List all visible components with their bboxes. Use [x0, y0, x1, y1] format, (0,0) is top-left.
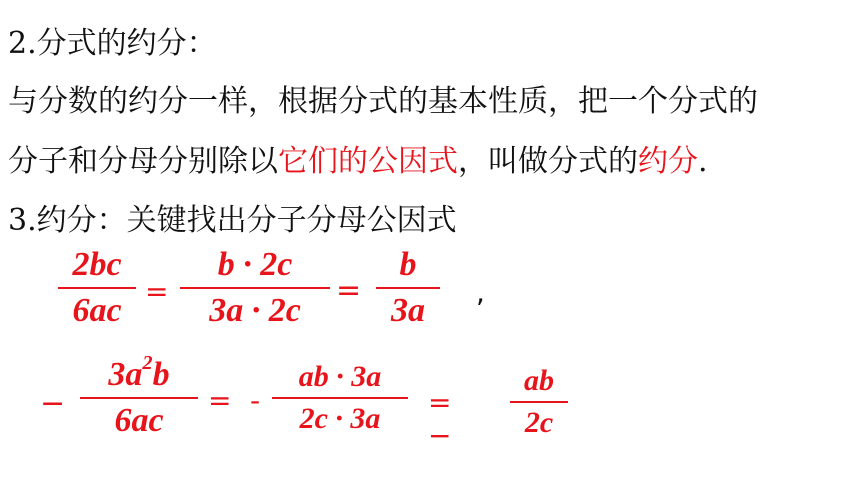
- eq1-fraction-1: [58, 246, 136, 330]
- eq2-f1-num-tail: b: [152, 356, 170, 394]
- eq1-f1-bar: [58, 287, 136, 289]
- eq2-equals-minus: = −: [428, 386, 452, 452]
- eq2-middle-minus: -: [250, 384, 261, 417]
- eq2-f3-bar: [510, 401, 568, 403]
- common-factor-highlight: 它们的公因式: [278, 144, 458, 179]
- eq2-fraction-2: [272, 360, 408, 436]
- key-point-line: [8, 203, 457, 239]
- eq2-f2-numerator: ab · 3a: [298, 360, 382, 393]
- eq2-f1-bar: [80, 397, 198, 399]
- definition-line-2: [8, 144, 708, 180]
- definition-text-2a: 分子和分母分别除以: [8, 144, 278, 179]
- eq1-fraction-2: [180, 246, 330, 330]
- eq1-equals-1: =: [145, 275, 169, 308]
- definition-line-1: [8, 84, 758, 120]
- eq1-f2-bar: [180, 287, 330, 289]
- eq1-f3-bar: [376, 287, 440, 289]
- eq2-f3-numerator: ab: [524, 364, 554, 397]
- eq2-f2-denominator: 2c · 3a: [299, 402, 381, 435]
- eq2-equals-1: =: [208, 384, 232, 417]
- definition-text-2c: ，叫做分式的: [458, 144, 638, 179]
- eq2-fraction-3: [510, 364, 568, 440]
- eq2-f2-bar: [272, 397, 408, 399]
- term-highlight: 约分: [638, 144, 698, 179]
- definition-text-1: 与分数的约分一样，根据分式的基本性质，把一个分式的: [8, 84, 758, 119]
- heading-simplification: [8, 26, 217, 62]
- eq1-f1-numerator: 2bc: [72, 246, 122, 283]
- eq1-f2-numerator: b · 2c: [217, 246, 293, 283]
- key-point-text: 3.约分：关键找出分子分母公因式: [8, 203, 457, 238]
- eq2-f1-num-exponent: 2: [142, 352, 153, 374]
- eq1-fraction-3: [376, 246, 440, 330]
- eq1-equals-2: =: [336, 273, 362, 308]
- eq2-fraction-1: [80, 352, 198, 440]
- eq2-f1-num-base: 3a: [108, 356, 143, 394]
- eq1-f3-numerator: b: [399, 246, 417, 283]
- eq2-f1-numerator: [80, 352, 198, 394]
- eq2-f1-denominator: 6ac: [114, 402, 164, 440]
- eq1-comma: ,: [476, 276, 485, 309]
- eq1-f2-denominator: 3a · 2c: [209, 292, 301, 329]
- heading-text: 2.分式的约分：: [8, 26, 217, 61]
- eq1-f3-denominator: 3a: [391, 292, 425, 329]
- period: .: [698, 144, 708, 179]
- eq2-leading-minus: −: [40, 386, 66, 421]
- eq1-f1-denominator: 6ac: [72, 292, 122, 329]
- eq2-f3-denominator: 2c: [524, 406, 554, 439]
